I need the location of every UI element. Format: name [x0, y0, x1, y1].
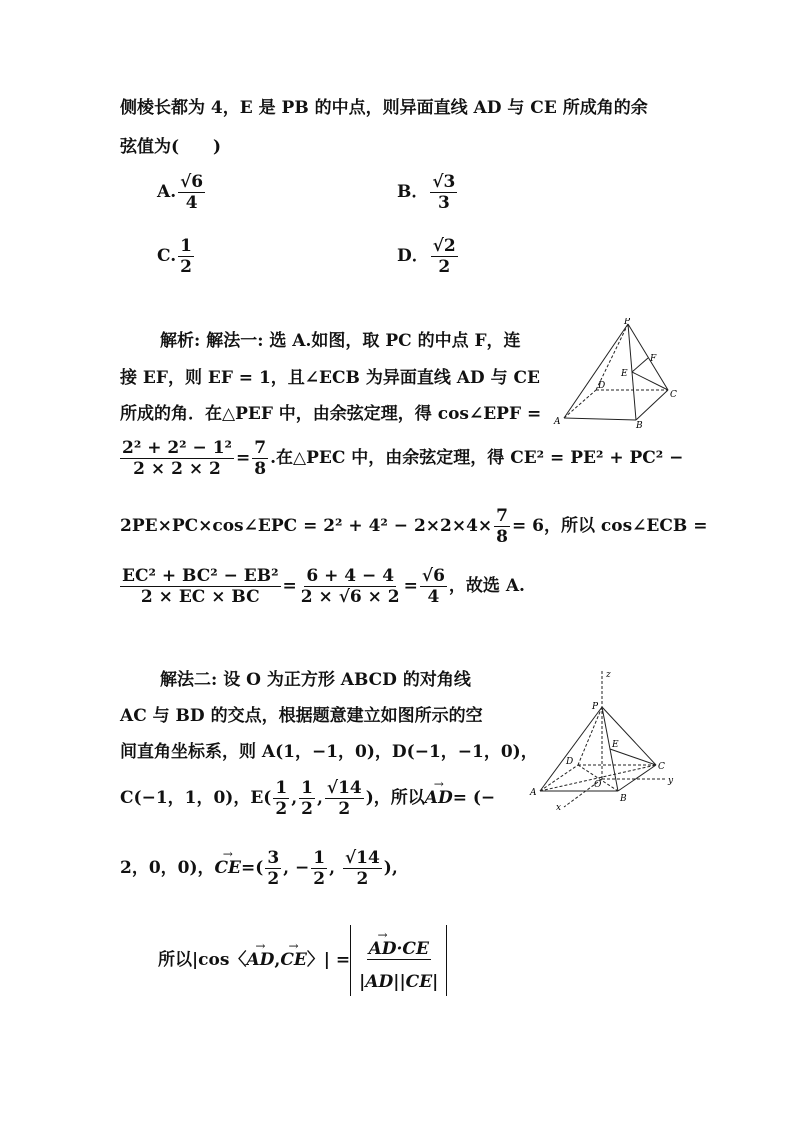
figure1-label-c: C — [670, 390, 677, 400]
method1-line-5-text-b: = 6，所以 cos∠ECB = — [512, 516, 708, 536]
method2-line-2: AC 与 BD 的交点，根据题意建立如图所示的空 — [120, 706, 483, 726]
method1-line-1 — [160, 330, 521, 352]
method2-line-6-text-a: 所以|cos〈 — [158, 950, 247, 970]
option-d-label: D． — [397, 246, 429, 266]
method2-line-5: 2，0，0)，→ CE=( $\frac{3}{2}$ , − $\frac{1}{2}$ , $\frac{√14}{2}$ ), — [120, 848, 398, 889]
angle-vector-ce: → CE — [280, 949, 307, 971]
fraction-1-denominator: 2 × 2 × 2 — [133, 459, 221, 479]
figure2-label-b: B — [620, 794, 627, 804]
option-b-numerator: √3 — [432, 172, 456, 192]
figure2-label-x: x — [556, 803, 562, 812]
angle-vector-ad: → AD — [246, 949, 274, 971]
coord-e-x-denominator: 2 — [275, 799, 288, 819]
method2-line-4-text-b: )，所以 — [365, 788, 425, 808]
vector-ce-y-numerator: 1 — [313, 848, 326, 868]
figure2-label-d: D — [566, 757, 574, 767]
option-c-numerator: 1 — [180, 236, 192, 256]
fraction-5-numerator: 6 + 4 − 4 — [306, 566, 395, 586]
magnitude-ad: |AD| — [359, 972, 400, 992]
figure2-label-o: O — [594, 780, 602, 790]
method2-line-4-text-a: C(−1，1，0)，E( — [120, 788, 272, 808]
figure1-label-e: E — [621, 369, 628, 379]
fraction-4-denominator: 2 × EC × BC — [140, 587, 260, 607]
fraction-4-numerator: EC² + BC² − EB² — [122, 566, 279, 586]
method2-line-6: 所以|cos〈→ AD,→ CE〉| = → $\frac{AD\cdot CE}{|AD||CE|}$ — [158, 925, 447, 996]
figure1-label-p: P — [624, 318, 631, 327]
figure2-label-z: z — [606, 670, 611, 680]
option-b-denominator: 3 — [437, 193, 450, 213]
coord-e-z-numerator: √14 — [326, 778, 362, 798]
method2-line-6-text-b: 〉| = — [306, 950, 351, 970]
figure2-label-y: y — [668, 776, 674, 786]
vector-ce-z-denominator: 2 — [356, 869, 369, 889]
figure2-label-c: C — [658, 762, 665, 772]
method1-line-5-text-a: 2PE×PC×cos∠EPC = 2² + 4² − 2×2×4× — [120, 516, 493, 536]
method2-line-3: 间直角坐标系，则 A(1，−1，0)，D(−1，−1，0)， — [120, 742, 538, 762]
method2-line-4: C(−1，1，0)，E( $\frac{1}{2}$ , $\frac{1}{2}$ , $\frac{√14}{2}$ )，所以→ AD= (− — [120, 778, 495, 819]
solution-heading: 解析 — [160, 331, 194, 351]
fraction-3-denominator: 8 — [496, 527, 509, 547]
option-a[interactable] — [157, 172, 207, 213]
option-c-label: C. — [157, 246, 177, 266]
fraction-2-numerator: 7 — [254, 438, 267, 458]
option-d-denominator: 2 — [438, 257, 451, 277]
question-line-1: 侧棱长都为 4，E 是 PB 的中点，则异面直线 AD 与 CE 所成角的余 — [120, 98, 648, 118]
fraction-5-denominator-b: × 2 — [361, 587, 400, 607]
question-line-2: 弦值为( ) — [120, 137, 222, 157]
figure2-label-a: A — [530, 788, 537, 798]
method2-line-1: 解法二: 设 O 为正方形 ABCD 的对角线 — [160, 670, 471, 690]
option-d[interactable] — [397, 236, 460, 277]
vector-ce-y-denominator: 2 — [313, 869, 326, 889]
method2-line-5-text-b: = — [241, 858, 256, 878]
method1-line-1-text: : 解法一: 选 A.如图，取 PC 的中点 F，连 — [194, 331, 521, 351]
figure1-label-b: B — [636, 421, 643, 428]
fraction-5-denominator-radical: √6 — [338, 587, 362, 607]
coord-e-y-numerator: 1 — [301, 778, 313, 798]
method1-line-4-text: .在△PEC 中，由余弦定理，得 CE² = PE² + PC² − — [270, 448, 684, 468]
fraction-1-numerator: 2² + 2² − 1² — [122, 438, 232, 458]
dot-numerator-ad: → AD — [369, 939, 397, 959]
method1-line-3: 所成的角．在△PEF 中，由余弦定理，得 cos∠EPF = — [120, 404, 542, 424]
option-b[interactable] — [397, 172, 459, 213]
method2-line-4-text-c: = (− — [452, 788, 496, 808]
fraction-5-denominator — [299, 587, 402, 607]
method1-line-4 — [118, 438, 683, 479]
method1-line-2: 接 EF，则 EF = 1，且∠ECB 为异面直线 AD 与 CE — [120, 368, 540, 388]
coord-e-x-numerator: 1 — [275, 778, 288, 798]
fraction-3-numerator: 7 — [496, 506, 509, 526]
figure1-label-f: F — [650, 354, 657, 364]
vector-ce-x-denominator: 2 — [267, 869, 280, 889]
fraction-5-denominator-a: 2 × — [300, 587, 339, 607]
method1-line-6: $\frac{\text{EC² + BC² − EB²}}{2 \times EC \times BC}$ = $\frac{6 + 4 - 4}{2 \times √6 \times 2}$ = $\frac{√6}{4}$ ，故选 A. — [122, 566, 525, 607]
coord-e-z-denominator: 2 — [338, 799, 351, 819]
fraction-6-denominator: 4 — [427, 587, 440, 607]
method1-line-6-text: ，故选 A. — [448, 576, 525, 596]
method1-line-5 — [120, 506, 707, 547]
figure2-label-e: E — [612, 740, 619, 750]
vector-ad: → AD — [425, 787, 453, 809]
vector-ce-z-numerator: √14 — [344, 848, 380, 868]
dot-numerator-ce: ·CE — [396, 939, 429, 959]
figure-coordinate-pyramid — [528, 667, 678, 812]
equals-sign: = — [236, 448, 251, 468]
option-a-label: A. — [157, 182, 177, 202]
option-c-denominator: 2 — [180, 257, 192, 277]
fraction-2-denominator: 8 — [254, 459, 267, 479]
option-a-denominator: 4 — [185, 193, 198, 213]
option-b-label: B． — [397, 182, 429, 202]
coord-e-y-denominator: 2 — [301, 799, 313, 819]
figure2-label-p: P — [592, 702, 599, 712]
figure1-label-a: A — [554, 417, 561, 427]
vector-ce-x-numerator: 3 — [267, 848, 280, 868]
fraction-6-numerator: √6 — [421, 566, 445, 586]
option-d-numerator: √2 — [432, 236, 456, 256]
figure-pyramid — [550, 318, 680, 428]
magnitude-ce: |CE| — [399, 972, 439, 992]
method2-line-5-text-a: 2，0，0)， — [120, 858, 215, 878]
option-c[interactable] — [157, 236, 196, 277]
figure1-label-d: D — [598, 381, 606, 391]
option-a-numerator: √6 — [180, 172, 204, 192]
vector-ce: → CE — [215, 857, 242, 879]
